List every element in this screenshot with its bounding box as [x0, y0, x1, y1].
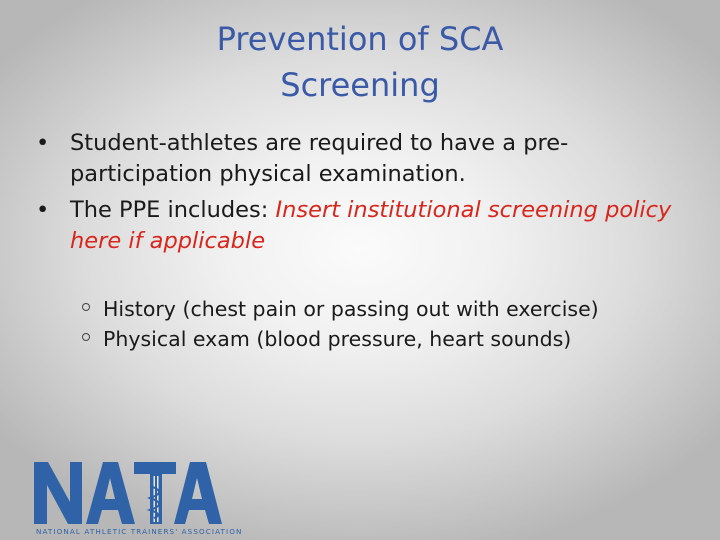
sub-bullet-item-1 — [82, 294, 702, 324]
bullet-item-1 — [36, 128, 696, 190]
sub-bullet-text-1: History (chest pain or passing out with exercise) — [103, 297, 599, 321]
bullet-dot: • — [36, 197, 50, 223]
bullet-text-2-placeholder: Insert institutional screening policy here if applicable — [70, 197, 672, 254]
sub-bullet-text-2: Physical exam (blood pressure, heart sounds) — [103, 327, 572, 351]
hollow-circle-bullet-icon — [82, 303, 90, 311]
sub-bullet-list — [82, 294, 702, 354]
bullet-dot: • — [36, 130, 50, 156]
title-line-1: Prevention of SCA — [216, 20, 504, 58]
slide-title — [0, 16, 720, 108]
logo-caption: NATIONAL ATHLETIC TRAINERS' ASSOCIATION — [36, 527, 243, 536]
bullet-list — [36, 128, 696, 262]
bullet-item-2 — [36, 195, 696, 257]
bullet-text-2-prefix: The PPE includes: — [70, 197, 276, 223]
sub-bullet-item-2 — [82, 324, 702, 354]
title-line-2: Screening — [280, 66, 440, 104]
bullet-text-1: Student-athletes are required to have a pre-participation physical examination. — [70, 130, 569, 187]
hollow-circle-bullet-icon — [82, 333, 90, 341]
